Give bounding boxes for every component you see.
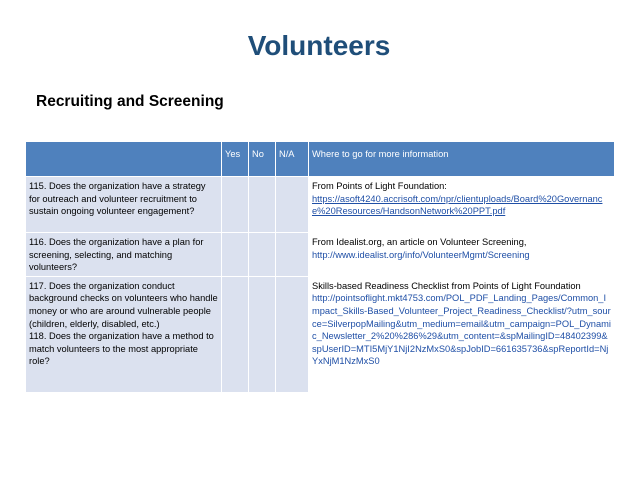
na-cell[interactable] bbox=[276, 233, 309, 277]
slide-title: Volunteers bbox=[247, 30, 391, 61]
question-cell bbox=[26, 276, 222, 392]
header-question bbox=[26, 142, 222, 177]
question-text: 118. Does the organization have a method to match volunteers to the most appropriate role? bbox=[29, 331, 214, 367]
table-header-row bbox=[26, 142, 615, 177]
table-row bbox=[26, 233, 615, 277]
info-cell bbox=[309, 233, 615, 277]
no-cell[interactable] bbox=[249, 233, 276, 277]
info-source: From Idealist.org, an article on Volunteer Screening, bbox=[312, 237, 527, 247]
na-cell[interactable] bbox=[276, 276, 309, 392]
no-cell[interactable] bbox=[249, 276, 276, 392]
yes-cell[interactable] bbox=[222, 177, 249, 233]
yes-cell[interactable] bbox=[222, 233, 249, 277]
info-link[interactable]: http://www.idealist.org/info/VolunteerMgmt/Screening bbox=[312, 249, 530, 260]
info-source: From Points of Light Foundation: bbox=[312, 181, 447, 191]
yes-cell[interactable] bbox=[222, 276, 249, 392]
section-subtitle: Recruiting and Screening bbox=[36, 93, 224, 110]
info-cell bbox=[309, 177, 615, 233]
table-row bbox=[26, 177, 615, 233]
na-cell[interactable] bbox=[276, 177, 309, 233]
info-source: Skills-based Readiness Checklist from Points of Light Foundation bbox=[312, 280, 581, 291]
question-text: 117. Does the organization conduct background checks on volunteers who handle money or who are around vulnerable people (children, elderly, disabled, etc.) bbox=[29, 280, 218, 329]
info-cell bbox=[309, 276, 615, 392]
table-row bbox=[26, 276, 615, 392]
header-yes: Yes bbox=[222, 142, 249, 177]
no-cell[interactable] bbox=[249, 177, 276, 233]
header-no: No bbox=[249, 142, 276, 177]
question-cell: 116. Does the organization have a plan for screening, selecting, and matching volunteers? bbox=[26, 233, 222, 277]
checklist-table bbox=[25, 141, 615, 393]
header-info: Where to go for more information bbox=[309, 142, 615, 177]
info-link[interactable]: https://asoft4240.accrisoft.com/npr/clientuploads/Board%20Governance%20Resources/HandsonNetwork%20PPT.pdf bbox=[312, 193, 603, 217]
question-cell: 115. Does the organization have a strategy for outreach and volunteer recruitment to sustain ongoing volunteer engagement? bbox=[26, 177, 222, 233]
info-link[interactable]: http://pointsoflight.mkt4753.com/POL_PDF_Landing_Pages/Common_Impact_Skills-Based_Volunteer_Project_Readiness_Checklist/?utm_source=SilverpopMailing&utm_medium=email&utm_campaign=POL_Dynamic_Newsletter_2%20%286%29&utm_content=&spMailingID=48402399&spUserID=MTI5MjY1NjI2NzMxS0&spJobID=661635736&spReportId=NjYxNjM1NzMxS0 bbox=[312, 293, 611, 367]
header-na: N/A bbox=[276, 142, 309, 177]
